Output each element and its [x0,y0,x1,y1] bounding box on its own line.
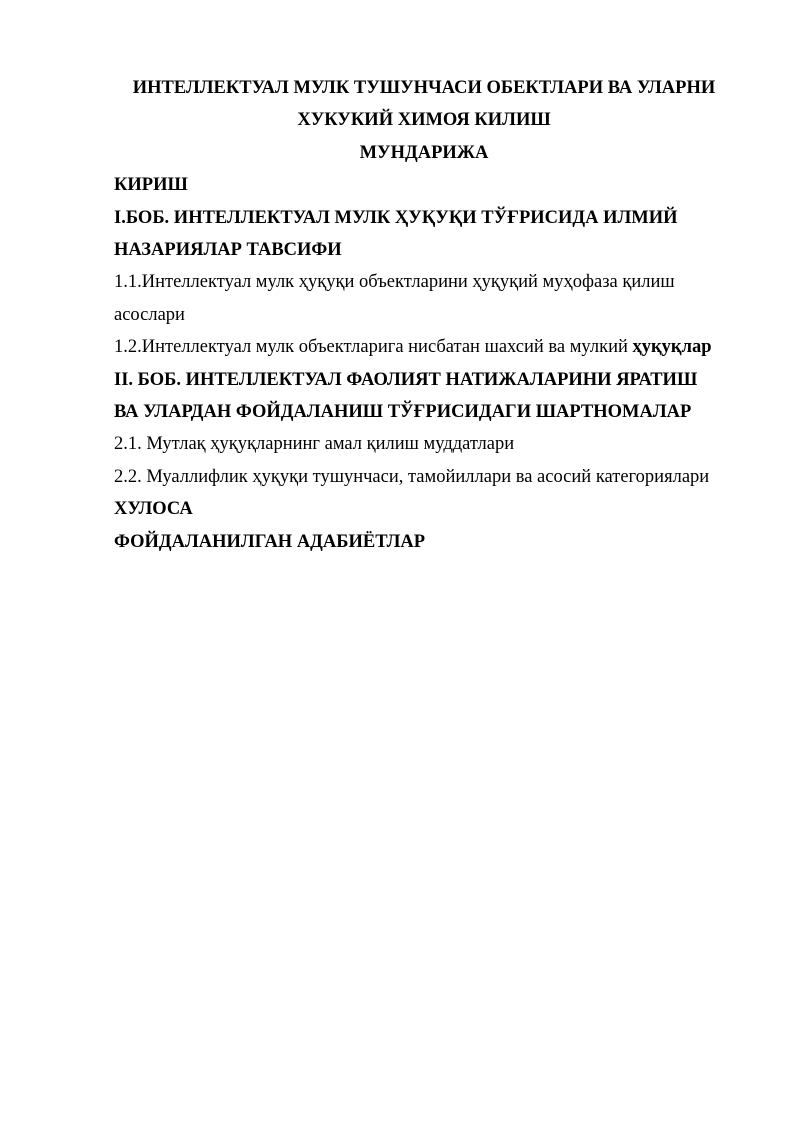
document-title-line-1: ИНТЕЛЛЕКТУАЛ МУЛК ТУШУНЧАСИ ОБЕКТЛАРИ ВА УЛАРНИ [132,78,716,98]
section-1-2-text: 1.2.Интеллектуал мулк объектларига нисбатан шахсий ва мулкий [114,337,633,358]
toc-item-conclusion: ХУЛОСА [114,499,193,520]
toc-item-references: ФОЙДАЛАНИЛГАН АДАБИЁТЛАР [114,531,426,552]
toc-item-section-1-1-line-1: 1.1.Интеллектуал мулк ҳуқуқи объектларини ҳуқуқий муҳофаза қилиш [114,272,675,293]
toc-item-chapter-1-line-1: I.БОБ. ИНТЕЛЛЕКТУАЛ МУЛК ҲУҚУҚИ ТЎҒРИСИДА ИЛМИЙ [114,207,678,228]
toc-item-chapter-2-line-1: II. БОБ. ИНТЕЛЛЕКТУАЛ ФАОЛИЯТ НАТИЖАЛАРИНИ ЯРАТИШ [114,369,698,390]
document-title-line-2: ХУКУКИЙ ХИМОЯ КИЛИШ [297,110,551,131]
section-1-2-bold-text: ҳуқуқлар [632,337,712,358]
toc-item-chapter-2-line-2: ВА УЛАРДАН ФОЙДАЛАНИШ ТЎҒРИСИДАГИ ШАРТНОМАЛАР [114,402,692,423]
toc-item-chapter-1-line-2: НАЗАРИЯЛАР ТАВСИФИ [114,240,342,261]
contents-heading: МУНДАРИЖА [359,142,489,163]
table-of-contents [114,72,734,558]
toc-item-intro: КИРИШ [114,175,188,196]
toc-item-section-1-1-line-2: асослари [114,304,185,325]
toc-item-section-1-2 [114,331,734,363]
toc-item-section-2-1: 2.1. Мутлақ ҳуқуқларнинг амал қилиш муддатлари [114,434,515,455]
toc-item-section-2-2: 2.2. Муаллифлик ҳуқуқи тушунчаси, тамойиллари ва асосий категориялари [114,466,710,487]
